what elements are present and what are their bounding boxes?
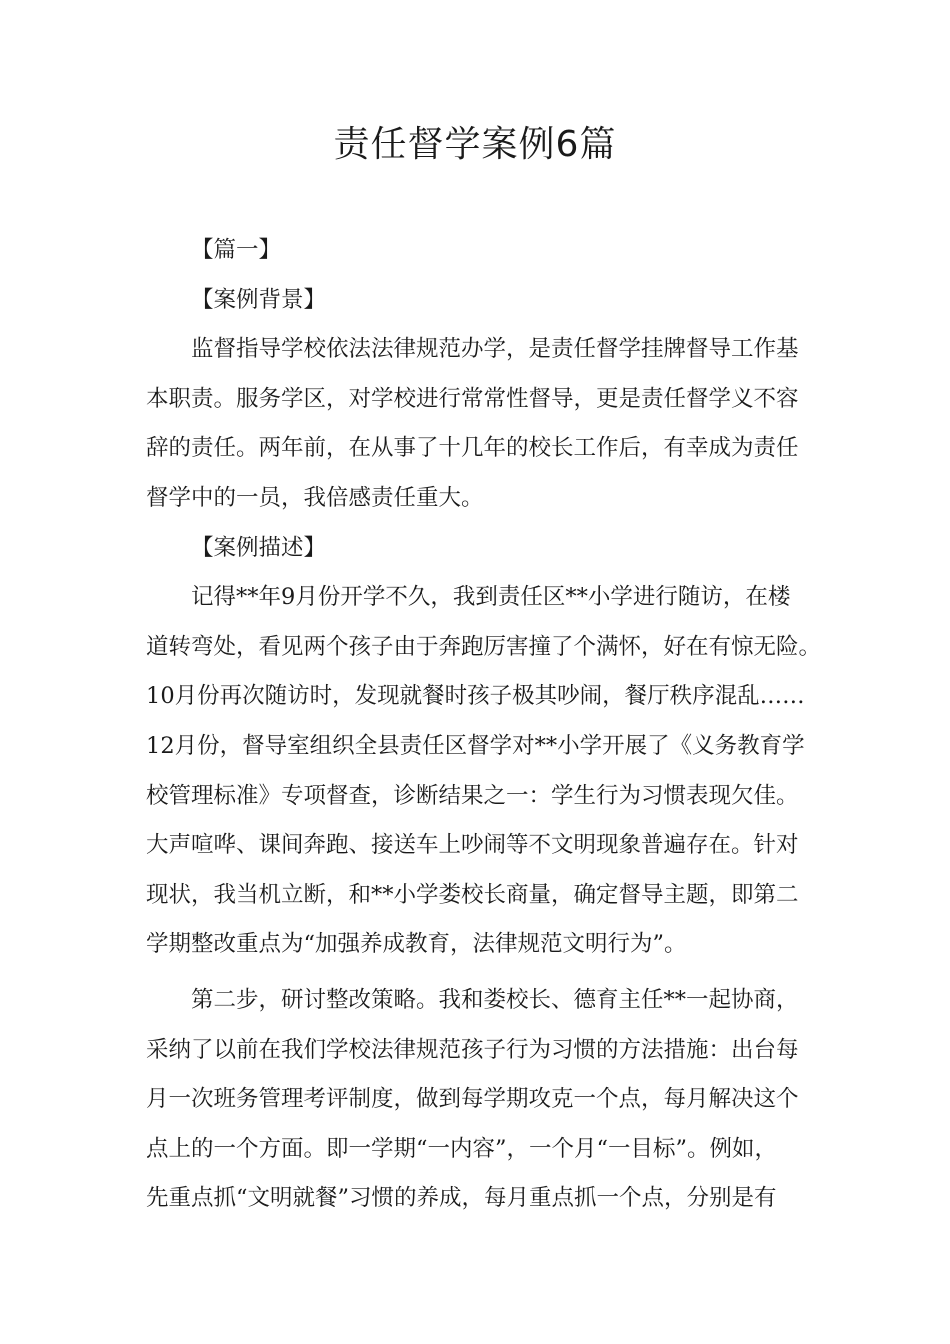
text-line: 督学中的一员，我倍感责任重大。 bbox=[146, 484, 484, 511]
text-line: 采纳了以前在我们学校法律规范孩子行为习惯的方法措施：出台每 bbox=[146, 1036, 799, 1063]
text-line: 先重点抓“文明就餐”习惯的养成，每月重点抓一个点，分别是有 bbox=[146, 1185, 777, 1212]
text-line: 12月份，督导室组织全县责任区督学对**小学开展了《义务教育学 bbox=[146, 732, 805, 759]
text-line: 月一次班务管理考评制度，做到每学期攻克一个点，每月解决这个 bbox=[146, 1086, 799, 1113]
text-line: 辞的责任。两年前，在从事了十几年的校长工作后，有幸成为责任 bbox=[146, 435, 799, 462]
text-line: 点上的一个方面。即一学期“一内容”，一个月“一目标”。例如， bbox=[146, 1135, 778, 1162]
section-heading-one: 【篇一】 bbox=[191, 237, 282, 263]
text-line: 校管理标准》专项督查，诊断结果之一：学生行为习惯表现欠佳。 bbox=[146, 782, 799, 809]
description-heading: 【案例描述】 bbox=[191, 534, 327, 561]
text-line: 道转弯处，看见两个孩子由于奔跑厉害撞了个满怀，好在有惊无险。 bbox=[146, 633, 822, 660]
text-line: 学期整改重点为“加强养成教育，法律规范文明行为”。 bbox=[146, 931, 687, 958]
text-line: 第二步，研讨整改策略。我和娄校长、德育主任**一起协商， bbox=[191, 986, 799, 1013]
step-two-paragraph bbox=[146, 976, 836, 1224]
background-paragraph bbox=[146, 325, 836, 523]
text-line: 10月份再次随访时，发现就餐时孩子极其吵闹，餐厅秩序混乱…… bbox=[146, 683, 805, 710]
text-line: 监督指导学校依法法律规范办学，是责任督学挂牌督导工作基 bbox=[191, 336, 799, 363]
background-heading: 【案例背景】 bbox=[191, 286, 327, 313]
text-line: 本职责。服务学区，对学校进行常常性督导，更是责任督学义不容 bbox=[146, 385, 799, 412]
document-title: 责任督学案例6篇 bbox=[333, 124, 617, 165]
text-line: 记得**年9月份开学不久，我到责任区**小学进行随访，在楼 bbox=[191, 584, 791, 611]
text-line: 现状，我当机立断，和**小学娄校长商量，确定督导主题，即第二 bbox=[146, 881, 799, 908]
document-body bbox=[146, 226, 836, 1224]
description-paragraph bbox=[146, 573, 836, 970]
text-line: 大声喧哗、课间奔跑、接送车上吵闹等不文明现象普遍存在。针对 bbox=[146, 832, 799, 859]
